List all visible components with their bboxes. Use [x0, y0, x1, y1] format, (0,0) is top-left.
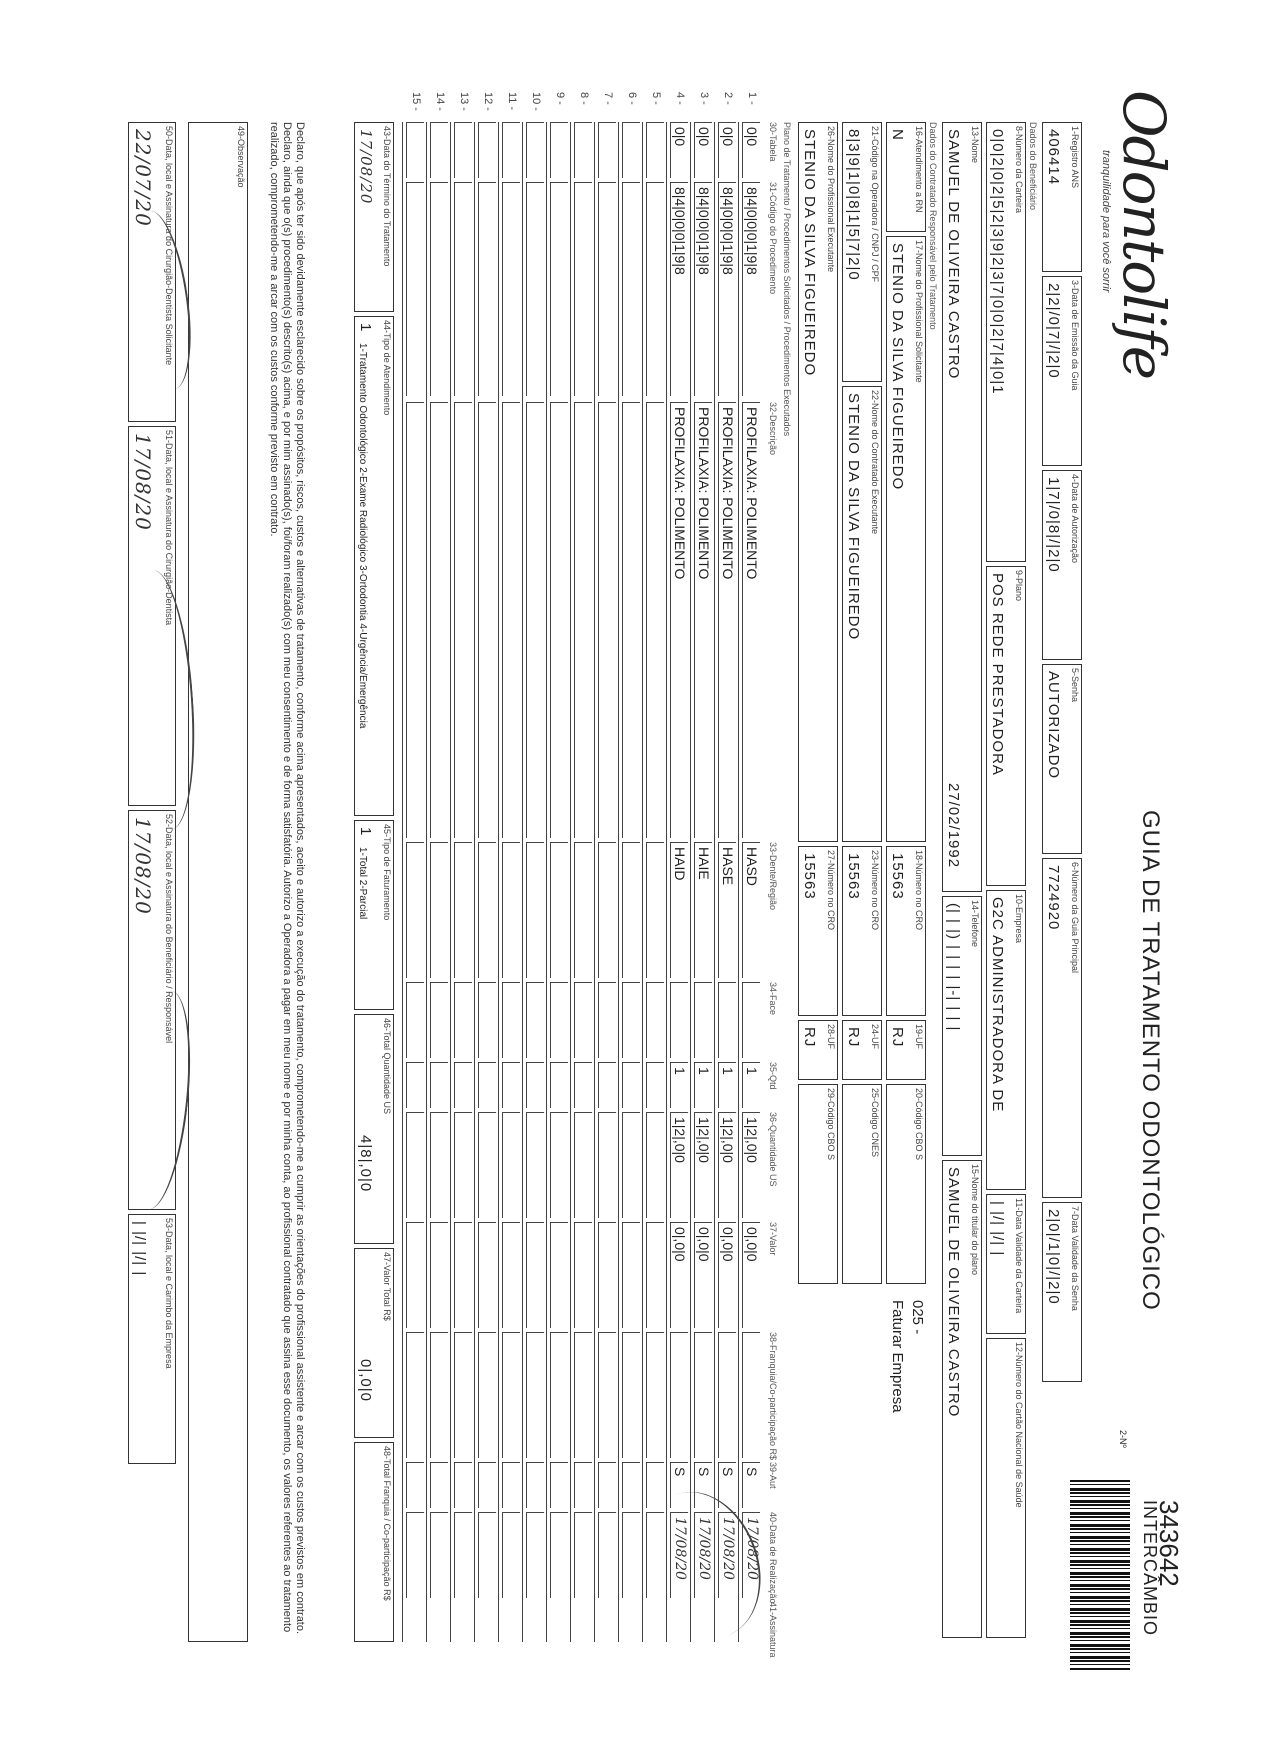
guide-number-label: 2-Nº: [1118, 1430, 1128, 1448]
procedure-column-header: 40-Data de Realização: [768, 1512, 778, 1604]
procedure-column-header: 38-Franquia/Co-participação R$: [768, 1332, 778, 1461]
cell-qty: 1: [718, 1062, 736, 1108]
cell-fr: [478, 1332, 496, 1458]
table-row: [498, 92, 522, 1642]
cell-code: [406, 182, 424, 396]
field-12-cartao-nacional: 12-Número do Cartão Nacional de Saúde: [986, 1338, 1026, 1638]
cell-aut: [646, 1462, 664, 1508]
cell-aut: [502, 1462, 520, 1508]
cell-qty: [574, 1062, 592, 1108]
cell-code: 8|4|0|0|0|1|9|8: [694, 182, 712, 396]
field-24-uf: 24-UF RJ: [842, 1020, 882, 1080]
table-row: [402, 92, 426, 1642]
field-52-assinatura-beneficiario: 52-Data, local e Assinatura do Beneficiário / Responsável 17/08/20: [128, 810, 176, 1210]
cell-qty: [622, 1062, 640, 1108]
field-18-cro: 18-Número no CRO 15563: [886, 846, 926, 1016]
cell-date: [406, 1512, 424, 1598]
cell-tooth: [526, 842, 544, 978]
field-5-senha: 5-Senha AUTORIZADO: [1042, 664, 1082, 854]
procedure-column-header: 33-Dente/Região: [768, 842, 778, 911]
cell-us: [646, 1112, 664, 1218]
cell-tooth: [430, 842, 448, 978]
cell-fr: [742, 1332, 760, 1458]
cell-table: [574, 122, 592, 178]
cell-face: [622, 982, 640, 1058]
cell-face: [430, 982, 448, 1058]
field-1-registro-ans: 1-Registro ANS 406414: [1042, 122, 1082, 272]
cell-qty: [598, 1062, 616, 1108]
field-50-assinatura-solicitante: 50-Data, local e Assinatura do Cirurgião-Dentista Solicitante 22/07/20: [128, 122, 176, 422]
cell-tooth: [574, 842, 592, 978]
field-29-cbo: 29-Código CBO S: [798, 1084, 838, 1284]
billing-note: Faturar Empresa: [889, 1300, 906, 1413]
cell-table: 0|0: [742, 122, 760, 178]
cell-face: [598, 982, 616, 1058]
cell-code: [622, 182, 640, 396]
cell-fr: [454, 1332, 472, 1458]
field-51-assinatura-dentista: 51-Data, local e Assinatura do Cirurgião-Dentista 17/08/20: [128, 426, 176, 806]
cell-code: [526, 182, 544, 396]
form-title: GUIA DE TRATAMENTO ODONTOLÓGICO: [1137, 810, 1164, 1311]
billing-code: 025 -: [909, 1300, 926, 1335]
row-number: 13 -: [458, 92, 470, 111]
network-label: INTERCÂMBIO: [1140, 1500, 1160, 1637]
barcode-image: [1070, 1480, 1130, 1670]
cell-date: [574, 1512, 592, 1598]
cell-aut: [478, 1462, 496, 1508]
guide-code: 343642: [1154, 1500, 1184, 1587]
cell-table: [622, 122, 640, 178]
procedure-column-header: 36-Quantidade US: [768, 1112, 778, 1187]
cell-fr: [502, 1332, 520, 1458]
table-row: [618, 92, 642, 1642]
birth-date: 27/02/1992: [945, 783, 962, 869]
cell-desc: PROFILAXIA: POLIMENTO: [670, 402, 688, 838]
cell-desc: [622, 402, 640, 838]
cell-qty: [502, 1062, 520, 1108]
procedure-column-header: 31-Código do Procedimento: [768, 182, 778, 295]
procedure-column-header: 30-Tabela: [768, 122, 778, 162]
cell-date: 17/08/20: [694, 1512, 712, 1598]
cell-tooth: [406, 842, 424, 978]
row-number: 3 -: [698, 92, 710, 105]
cell-table: [478, 122, 496, 178]
cell-fr: [718, 1332, 736, 1458]
procedure-column-header: 32-Descrição: [768, 402, 778, 456]
cell-code: [454, 182, 472, 396]
field-17-profissional-solicitante: 17-Nome do Profissional Solicitante STENIO DA SILVA FIGUEIREDO: [886, 236, 926, 842]
cell-face: [742, 982, 760, 1058]
cell-date: 17/08/20: [670, 1512, 688, 1598]
cell-us: [406, 1112, 424, 1218]
field-4-data-autorizacao: 4-Data de Autorização 1|7|/0|8|/|2|0: [1042, 470, 1082, 660]
field-22-contratado-executante: 22-Nome do Contratado Executante STENIO DA SILVA FIGUEIREDO: [842, 386, 882, 842]
cell-face: [478, 982, 496, 1058]
cell-desc: PROFILAXIA: POLIMENTO: [742, 402, 760, 838]
field-45-tipo-faturamento: 45-Tipo de Faturamento 1 1-Total 2-Parcial: [354, 820, 394, 1010]
cell-value: [598, 1222, 616, 1328]
cell-code: [478, 182, 496, 396]
cell-qty: [478, 1062, 496, 1108]
cell-us: [478, 1112, 496, 1218]
cell-face: [550, 982, 568, 1058]
cell-value: [406, 1222, 424, 1328]
table-row: [546, 92, 570, 1642]
table-row: [738, 92, 762, 1642]
cell-value: [550, 1222, 568, 1328]
cell-us: [526, 1112, 544, 1218]
cell-tooth: [646, 842, 664, 978]
table-row: [666, 92, 690, 1642]
cell-fr: [574, 1332, 592, 1458]
cell-code: [574, 182, 592, 396]
row-number: 4 -: [674, 92, 686, 105]
cell-fr: [646, 1332, 664, 1458]
cell-code: 8|4|0|0|0|1|9|8: [670, 182, 688, 396]
cell-date: [430, 1512, 448, 1598]
cell-tooth: HASD: [742, 842, 760, 978]
cell-qty: 1: [694, 1062, 712, 1108]
cell-face: [670, 982, 688, 1058]
field-48-total-franquia: 48-Total Franquia / Co-participação R$: [354, 1442, 394, 1642]
procedures-section-label: Plano de Tratamento / Procedimentos Solicitados / Procedimentos Executados: [782, 122, 792, 437]
cell-face: [574, 982, 592, 1058]
cell-tooth: HAID: [670, 842, 688, 978]
odontolife-logo: Odontolife: [1110, 90, 1178, 379]
table-row: [474, 92, 498, 1642]
cell-qty: [430, 1062, 448, 1108]
cell-fr: [430, 1332, 448, 1458]
cell-value: [526, 1222, 544, 1328]
cell-table: [526, 122, 544, 178]
row-number: 2 -: [722, 92, 734, 105]
cell-face: [646, 982, 664, 1058]
field-11-validade-carteira: 11-Data Validade da Carteira | |/| |/| |: [986, 1194, 1026, 1334]
cell-fr: [406, 1332, 424, 1458]
cell-face: [406, 982, 424, 1058]
cell-aut: S: [694, 1462, 712, 1508]
procedure-column-header: 37-Valor: [768, 1222, 778, 1256]
cell-value: 0|,0|0: [718, 1222, 736, 1328]
cell-table: [502, 122, 520, 178]
cell-value: [502, 1222, 520, 1328]
cell-date: 17/08/20: [718, 1512, 736, 1598]
row-number: 10 -: [530, 92, 542, 111]
cell-desc: [574, 402, 592, 838]
cell-date: [550, 1512, 568, 1598]
field-9-plano: 9-Plano POS REDE PRESTADORA: [986, 566, 1026, 886]
cell-table: 0|0: [670, 122, 688, 178]
cell-table: [646, 122, 664, 178]
cell-us: 1|2|,0|0: [670, 1112, 688, 1218]
cell-desc: [646, 402, 664, 838]
cell-aut: [406, 1462, 424, 1508]
cell-aut: S: [670, 1462, 688, 1508]
row-number: 7 -: [602, 92, 614, 105]
field-27-cro: 27-Número no CRO 15563: [798, 846, 838, 1016]
cell-value: [574, 1222, 592, 1328]
field-8-carteira: 8-Número da Carteira 0|0|2|0|2|5|2|3|9|2|3|7|0|0|2|7|4|0|1: [986, 122, 1026, 562]
cell-tooth: [598, 842, 616, 978]
cell-fr: [598, 1332, 616, 1458]
field-28-uf: 28-UF RJ: [798, 1020, 838, 1080]
table-row: [642, 92, 666, 1642]
row-number: 14 -: [434, 92, 446, 111]
field-23-cro: 23-Número no CRO 15563: [842, 846, 882, 1016]
cell-us: [502, 1112, 520, 1218]
cell-desc: [526, 402, 544, 838]
table-row: [594, 92, 618, 1642]
cell-tooth: [502, 842, 520, 978]
table-row: [690, 92, 714, 1642]
cell-value: [646, 1222, 664, 1328]
field-10-empresa: 10-Empresa G2C ADMINISTRADORA DE: [986, 890, 1026, 1190]
field-20-cbo: 20-Código CBO S: [886, 1084, 926, 1284]
cell-desc: [406, 402, 424, 838]
cell-us: [454, 1112, 472, 1218]
cell-us: [430, 1112, 448, 1218]
field-43-termino: 43-Data do Término do Tratamento 17/08/20: [354, 122, 394, 312]
cell-date: [622, 1512, 640, 1598]
cell-qty: [646, 1062, 664, 1108]
cell-aut: [526, 1462, 544, 1508]
row-number: 15 -: [410, 92, 422, 111]
field-6-guia-principal: 6-Número da Guia Principal 7724920: [1042, 858, 1082, 1198]
cell-desc: [454, 402, 472, 838]
row-number: 9 -: [554, 92, 566, 105]
cell-us: [622, 1112, 640, 1218]
cell-aut: [574, 1462, 592, 1508]
cell-tooth: [454, 842, 472, 978]
table-row: [426, 92, 450, 1642]
cell-aut: [622, 1462, 640, 1508]
cell-code: 8|4|0|0|0|1|9|8: [742, 182, 760, 396]
cell-qty: [406, 1062, 424, 1108]
cell-table: [430, 122, 448, 178]
cell-date: [598, 1512, 616, 1598]
cell-date: [502, 1512, 520, 1598]
cell-aut: [550, 1462, 568, 1508]
procedures-header: [764, 122, 778, 1658]
cell-table: 0|0: [694, 122, 712, 178]
cell-value: 0|,0|0: [742, 1222, 760, 1328]
beneficiary-section-label: Dados do Beneficiário: [1028, 122, 1038, 211]
table-row: [570, 92, 594, 1642]
cell-face: [694, 982, 712, 1058]
cell-desc: [430, 402, 448, 838]
row-number: 12 -: [482, 92, 494, 111]
cell-tooth: [550, 842, 568, 978]
cell-date: [526, 1512, 544, 1598]
cell-code: [598, 182, 616, 396]
table-row: [450, 92, 474, 1642]
cell-face: [454, 982, 472, 1058]
row-number: 11 -: [506, 92, 518, 111]
cell-tooth: HAIE: [694, 842, 712, 978]
cell-fr: [550, 1332, 568, 1458]
cell-aut: S: [718, 1462, 736, 1508]
cell-desc: PROFILAXIA: POLIMENTO: [718, 402, 736, 838]
cell-code: 8|4|0|0|0|1|9|8: [718, 182, 736, 396]
field-7-validade-senha: 7-Data Validade da Senha 2|0|/1|0|/|2|0: [1042, 1202, 1082, 1382]
cell-us: 1|2|,0|0: [718, 1112, 736, 1218]
row-number: 5 -: [650, 92, 662, 105]
cell-desc: [598, 402, 616, 838]
contractor-section-label: Dados do Contratado Responsável pelo Tratamento: [928, 122, 938, 330]
cell-table: [598, 122, 616, 178]
cell-value: 0|,0|0: [694, 1222, 712, 1328]
cell-desc: [502, 402, 520, 838]
cell-date: 17/08/20: [742, 1512, 760, 1598]
field-49-observacao: 49-Observação: [188, 122, 248, 1642]
cell-face: [502, 982, 520, 1058]
cell-code: [646, 182, 664, 396]
cell-us: 1|2|,0|0: [742, 1112, 760, 1218]
field-44-tipo-atendimento: 44-Tipo de Atendimento 1 1-Tratamento Odontológico 2-Exame Radiológico 3-Ortodontia 4-Urgência/Emergência: [354, 316, 394, 816]
cell-table: [406, 122, 424, 178]
brand-tagline: tranquilidade para você sorrir: [1100, 150, 1112, 293]
cell-code: [430, 182, 448, 396]
procedure-column-header: 39-Aut: [768, 1462, 778, 1489]
field-26-profissional-executante: 26-Nome do Profissional Executante STENIO DA SILVA FIGUEIREDO: [798, 122, 838, 842]
cell-qty: 1: [742, 1062, 760, 1108]
cell-desc: [550, 402, 568, 838]
row-number: 1 -: [746, 92, 758, 105]
cell-fr: [526, 1332, 544, 1458]
cell-value: 0|,0|0: [670, 1222, 688, 1328]
cell-code: [502, 182, 520, 396]
field-16-rn: 16-Atendimento a RN N: [886, 122, 926, 232]
field-25-cnes: 25-Código CNES: [842, 1084, 882, 1284]
cell-us: [550, 1112, 568, 1218]
field-21-codigo-operadora: 21-Código na Operadora / CNPJ / CPF 8|3|9|1|0|8|1|5|7|2|0: [842, 122, 882, 382]
cell-date: [478, 1512, 496, 1598]
cell-value: [454, 1222, 472, 1328]
cell-value: [622, 1222, 640, 1328]
procedure-column-header: 35-Qtd: [768, 1062, 778, 1090]
field-3-data-emissao: 3-Data de Emissão da Guia 2|2|/0|7|/|2|0: [1042, 276, 1082, 466]
cell-aut: S: [742, 1462, 760, 1508]
table-row: [522, 92, 546, 1642]
cell-desc: [478, 402, 496, 838]
cell-us: [574, 1112, 592, 1218]
procedure-column-header: 41-Assinatura: [768, 1602, 778, 1658]
cell-fr: [670, 1332, 688, 1458]
procedure-column-header: 34-Face: [768, 982, 778, 1016]
rotated-form-sheet: [88, 90, 1184, 1690]
cell-aut: [430, 1462, 448, 1508]
field-14-telefone: 14-Telefone (| | |) | | | | |-| | | |: [942, 896, 982, 1156]
row-number: 6 -: [626, 92, 638, 105]
cell-aut: [454, 1462, 472, 1508]
declaration-text: Declaro, que após ter sido devidamente esclarecido sobre os propósitos, riscos, custos e alternativas de tratamento, conforme acima apresentados, aceito e autorizo a execução do tratamento, comprometendo-me a cumprir as orientações do profissional assistente e arcar com os custos previstos em contrato. Declaro, ainda que o(s) procedimento(s) descrito(s) acima, e por mim assinado(s), foi/foram realizado(s) com meu consentimento e de forma satisfatória. Autorizo a Operadora a pagar em meu nome e por minha conta, ao profissional contratado que assina esse documento, os valores referentes ao tratamento realizado, comprometendo-me a arcar com os custos conforme previsto em contrato.: [268, 122, 306, 1635]
field-46-total-us: 46-Total Quantidade US 4|8|,0|0: [354, 1014, 394, 1244]
row-number: 8 -: [578, 92, 590, 105]
cell-tooth: [478, 842, 496, 978]
cell-desc: PROFILAXIA: POLIMENTO: [694, 402, 712, 838]
cell-qty: 1: [670, 1062, 688, 1108]
cell-qty: [550, 1062, 568, 1108]
cell-value: [430, 1222, 448, 1328]
cell-date: [454, 1512, 472, 1598]
cell-us: 1|2|,0|0: [694, 1112, 712, 1218]
cell-face: [526, 982, 544, 1058]
cell-value: [478, 1222, 496, 1328]
cell-face: [718, 982, 736, 1058]
cell-tooth: HASE: [718, 842, 736, 978]
cell-us: [598, 1112, 616, 1218]
cell-fr: [694, 1332, 712, 1458]
cell-table: 0|0: [718, 122, 736, 178]
field-47-valor-total: 47-Valor Total R$ 0|,0|0: [354, 1248, 394, 1438]
field-15-titular: 15-Nome do titular do plano SAMUEL DE OLIVEIRA CASTRO: [942, 1160, 982, 1638]
field-13-nome: 13-Nome SAMUEL DE OLIVEIRA CASTRO 27/02/1992: [942, 122, 982, 892]
table-row: [714, 92, 738, 1642]
cell-aut: [598, 1462, 616, 1508]
cell-tooth: [622, 842, 640, 978]
cell-table: [454, 122, 472, 178]
cell-fr: [622, 1332, 640, 1458]
field-53-carimbo-empresa: 53-Data, local e Carimbo da Empresa | |/| |/| |: [128, 1214, 176, 1464]
cell-qty: [526, 1062, 544, 1108]
cell-table: [550, 122, 568, 178]
field-19-uf: 19-UF RJ: [886, 1020, 926, 1080]
cell-code: [550, 182, 568, 396]
cell-qty: [454, 1062, 472, 1108]
